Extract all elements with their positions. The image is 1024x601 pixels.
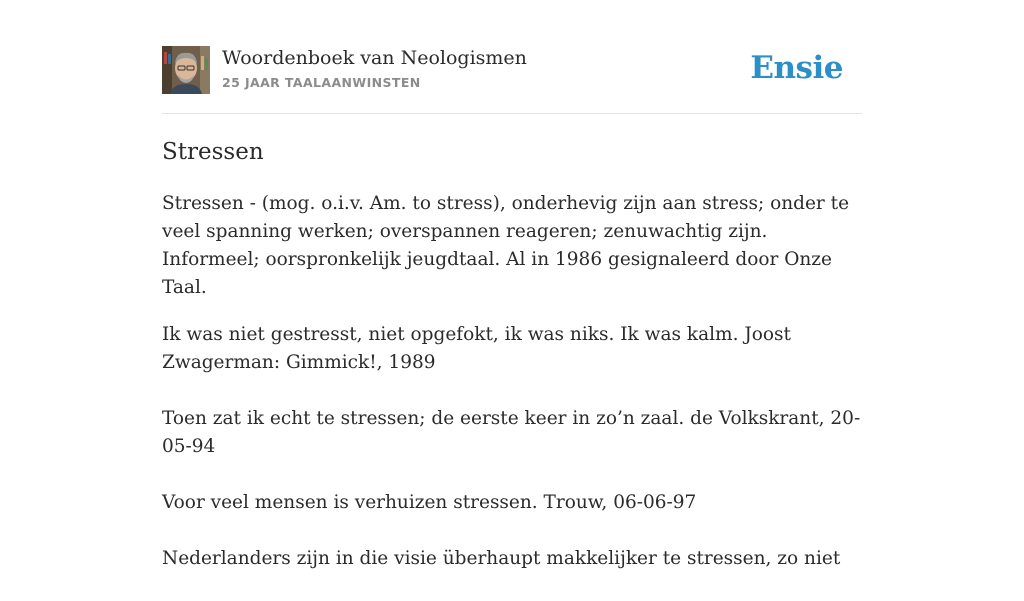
site-header — [162, 46, 862, 96]
header-divider — [162, 113, 862, 114]
quote-item: Toen zat ik echt te stressen; de eerste keer in zo’n zaal. de Volkskrant, 20-05-94 — [162, 408, 861, 457]
quote-item: Nederlanders zijn in die visie überhaupt makkelijker te stressen, zo niet — [162, 548, 841, 569]
author-portrait-icon — [162, 46, 210, 94]
quote-list — [162, 321, 862, 573]
author-avatar[interactable] — [162, 46, 210, 94]
quote-item: Ik was niet gestresst, niet opgefokt, ik was niks. Ik was kalm. Joost Zwagerman: Gimmick!, 1989 — [162, 324, 791, 373]
entry-definition: Stressen - (mog. o.i.v. Am. to stress), onderhevig zijn aan stress; onder te veel spanning werken; overspannen reageren; zenuwachtig zijn. Informeel; oorspronkelijk jeugdtaal. Al in 1986 gesignaleerd door Onze Taal. — [162, 193, 850, 298]
site-subtitle: 25 JAAR TAALAANWINSTEN — [222, 75, 421, 90]
entry-title: Stressen — [162, 139, 264, 165]
entry-article — [162, 136, 862, 601]
brand-logo[interactable]: Ensie — [750, 50, 843, 86]
quote-item: Voor veel mensen is verhuizen stressen. Trouw, 06-06-97 — [162, 492, 697, 513]
site-title-link[interactable]: Woordenboek van Neologismen — [222, 47, 527, 69]
